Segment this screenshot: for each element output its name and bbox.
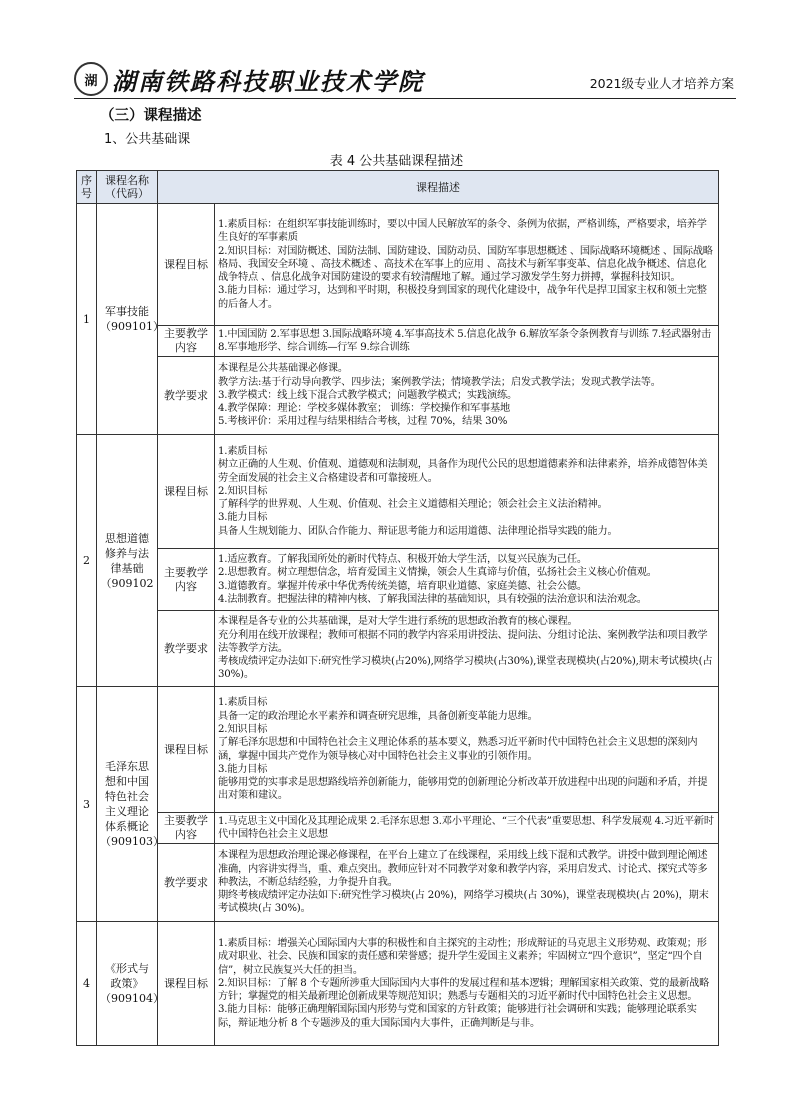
table-row [77, 435, 719, 549]
row-label: 教学要求 [158, 844, 215, 922]
row-description: 1.适应教育。了解我国所处的新时代特点、积极开始大学生活，以复兴民族为己任。 2.思想教育。树立理想信念，培育爱国主义情操，领会人生真谛与价值，弘扬社会主义核心价值观。 3.道德教育。掌握并传承中华优秀传统美德，培育职业道德、家庭美德、社会公德。 4.法制教育。把握法律的精神内核、了解我国法律的基础知识，具有较强的法治意识和法治观念。 [215, 549, 719, 611]
course-no: 3 [77, 687, 97, 922]
row-label: 课程目标 [158, 687, 215, 813]
table-caption: 表 4 公共基础课程描述 [329, 154, 464, 169]
course-name: 《形式与政策》（909104） [97, 922, 158, 1046]
plan-title: 2021级专业人才培养方案 [589, 76, 734, 91]
row-label: 教学要求 [158, 357, 215, 435]
row-label: 课程目标 [158, 204, 215, 326]
row-description: 1.中国国防 2.军事思想 3.国际战略环境 4.军事高技术 5.信息化战争 6.解放军条令条例教育与训练 7.轻武器射击 8.军事地形学、综合训练—行军 9.综合训练 [215, 326, 719, 357]
section-title: （三）课程描述 [100, 108, 202, 124]
header-no: 序号 [77, 171, 97, 204]
course-name: 思想道德修养与法律基础（909102 [97, 435, 158, 687]
row-description: 1.马克思主义中国化及其理论成果 2.毛泽东思想 3.邓小平理论、“三个代表”重要思想、科学发展观 4.习近平新时代中国特色社会主义思想 [215, 813, 719, 844]
table-row [77, 922, 719, 1046]
college-name: 湖南铁路科技职业技术学院 [112, 67, 424, 96]
course-no: 1 [77, 204, 97, 435]
table-row [77, 687, 719, 813]
header-course-name: 课程名称（代码） [97, 171, 158, 204]
row-description: 本课程为思想政治理论课必修课程，在平台上建立了在线课程，采用线上线下混和式教学。讲授中做到理论阐述准确，内容讲实得当，重、难点突出。教师应针对不同教学对象和教学内容，采用启发式、讨论式、探究式等多种教法，不断总结经验，力争提升自我。 期终考核成绩评定办法如下:研究性学习模块(占 20%)，网络学习模块(占 30%)，课堂表现模块(占 20%)，期末考试模块(占 30%)。 [215, 844, 719, 922]
subsection-title: 1、公共基础课 [104, 132, 191, 147]
row-description: 1.素质目标：在组织军事技能训练时，要以中国人民解放军的条令、条例为依据，严格训练，严格要求，培养学生良好的军事素质 2.知识目标：对国防概述、国防法制、国防建设、国防动员、国防军事思想概述 、国际战略环境概述 、国际战略格局、我国安全环境 、高技术概述 、高技术在军事上的应用 、高技术与新军事变革、信息化战争概述、信息化战争特点 、信息化战争对国防建设的要求有较清醒地了解。通过学习激发学生努力拼搏，掌握科技知识。 3.能力目标：通过学习，达到和平时期，积极投身到国家的现代化建设中，战争年代是捍卫国家主权和领土完整的后备人才。 [215, 204, 719, 326]
course-name: 毛泽东思想和中国特色社会主义理论体系概论（909103） [97, 687, 158, 922]
course-no: 2 [77, 435, 97, 687]
row-description: 1.素质目标 具备一定的政治理论水平素养和调查研究思维，具备创新变革能力思维。 2.知识目标 了解毛泽东思想和中国特色社会主义理论体系的基本要义，熟悉习近平新时代中国特色社会主义思想的深刻内涵，掌握中国共产党作为领导核心对中国特色社会主义事业的引领作用。 3.能力目标 能够用党的实事求是思想路线培养创新能力，能够用党的创新理论分析改革开放进程中出现的问题和矛盾，并提出对策和建议。 [215, 687, 719, 813]
table-row [77, 357, 719, 435]
page-header [74, 58, 736, 99]
table-header-row [77, 171, 719, 204]
row-label: 主要教学内容 [158, 326, 215, 357]
course-description-table [76, 170, 719, 1046]
row-label: 课程目标 [158, 435, 215, 549]
row-description: 1.素质目标：增强关心国际国内大事的积极性和自主探究的主动性；形成辩证的马克思主义形势观、政策观；形成对职业、社会、民族和国家的责任感和荣誉感；提升学生爱国主义素养；牢固树立“四个意识”，坚定“四个自信”，树立民族复兴大任的担当。 2.知识目标：了解 8 个专题所涉重大国际国内大事件的发展过程和基本逻辑；理解国家相关政策、党的最新战略方针；掌握党的相关最新理论创新成果等规范知识；熟悉与专题相关的习近平新时代中国特色社会主义思想。 3.能力目标：能够正确理解国际国内形势与党和国家的方针政策；能够进行社会调研和实践；能够理论联系实际，辩证地分析 8 个专题涉及的重大国际国内大事件，正确判断是与非。 [215, 922, 719, 1046]
header-course-description: 课程描述 [158, 171, 719, 204]
table-row [77, 844, 719, 922]
row-description: 本课程是公共基础课必修课。 教学方法:基于行动导向教学、四步法；案例教学法；情境教学法；启发式教学法；发现式教学法等。 3.教学模式：线上线下混合式教学模式；问题教学模式；实践演练。 4.教学保障：理论：学校多媒体教室； 训练：学校操作和军事基地 5.考核评价：采用过程与结果相结合考核，过程 70%，结果 30% [215, 357, 719, 435]
course-name: 军事技能（909101） [97, 204, 158, 435]
table-row [77, 326, 719, 357]
table-row [77, 549, 719, 611]
table-row [77, 204, 719, 326]
row-label: 主要教学内容 [158, 813, 215, 844]
row-label: 主要教学内容 [158, 549, 215, 611]
table-row [77, 813, 719, 844]
course-no: 4 [77, 922, 97, 1046]
row-description: 本课程是各专业的公共基础课，是对大学生进行系统的思想政治教育的核心课程。 充分利用在线开放课程；教师可根据不同的教学内容采用讲授法、提问法、分组讨论法、案例教学法和项目教学法等教学方法。 考核成绩评定办法如下:研究性学习模块(占20%),网络学习模块(占30%),课堂表现模块(占20%),期末考试模块(占 30%)。 [215, 611, 719, 687]
table-row [77, 611, 719, 687]
row-label: 课程目标 [158, 922, 215, 1046]
row-description: 1.素质目标 树立正确的人生观、价值观、道德观和法制观，具备作为现代公民的思想道德素养和法律素养，培养成德智体美劳全面发展的社会主义合格建设者和可靠接班人。 2.知识目标 了解科学的世界观、人生观、价值观、社会主义道德相关理论；领会社会主义法治精神。 3.能力目标 具备人生规划能力、团队合作能力、辩证思考能力和运用道德、法律理论指导实践的能力。 [215, 435, 719, 549]
college-logo-icon: 湖 [74, 62, 108, 96]
row-label: 教学要求 [158, 611, 215, 687]
